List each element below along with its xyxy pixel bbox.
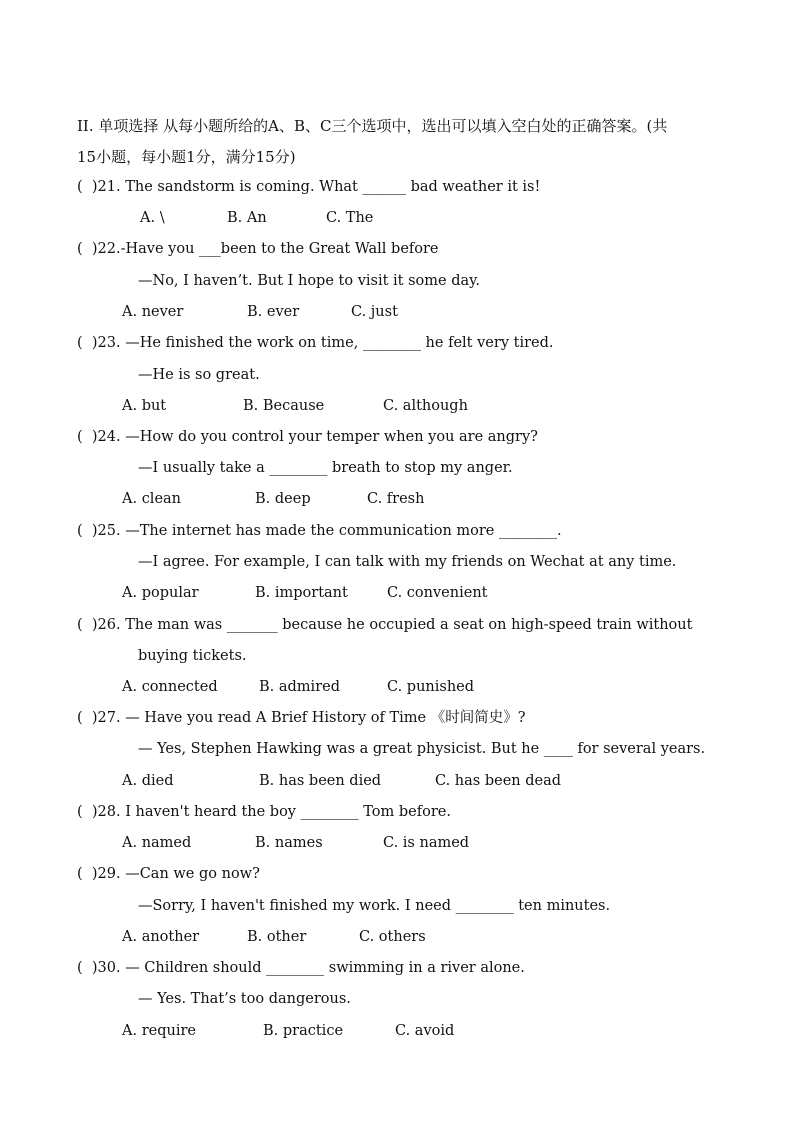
option-a: A. popular <box>122 585 199 601</box>
question-stem: ( )28. I haven't heard the boy ________ Tom before. <box>77 804 451 820</box>
option-c: C. convenient <box>387 585 488 601</box>
question-reply: — Yes, Stephen Hawking was a great physicist. But he ____ for several years. <box>138 741 706 757</box>
option-c: C. just <box>351 304 398 320</box>
option-c: C. The <box>326 210 374 226</box>
question-stem: ( )22.-Have you ___been to the Great Wall before <box>77 241 439 257</box>
option-a: A. connected <box>122 679 218 695</box>
option-b: B. has been died <box>259 773 382 789</box>
question-reply: buying tickets. <box>138 648 247 664</box>
option-b: B. other <box>247 929 307 945</box>
question-stem: ( )30. — Children should ________ swimming in a river alone. <box>77 960 525 976</box>
question-stem: ( )24. —How do you control your temper when you are angry? <box>77 429 538 445</box>
question-reply: —Sorry, I haven't finished my work. I need ________ ten minutes. <box>138 898 611 914</box>
option-c: C. although <box>383 398 468 414</box>
option-a: A. another <box>122 929 200 945</box>
option-c: C. is named <box>383 835 470 851</box>
question-reply: —I usually take a ________ breath to stop my anger. <box>138 460 513 476</box>
option-b: B. names <box>255 835 323 851</box>
question-reply: —He is so great. <box>138 367 260 383</box>
option-a: A. named <box>122 835 192 851</box>
question-stem: ( )25. —The internet has made the communication more ________. <box>77 523 562 539</box>
option-c: C. has been dead <box>435 773 562 789</box>
option-a: A. died <box>122 773 174 789</box>
question-reply: —I agree. For example, I can talk with my friends on Wechat at any time. <box>138 554 677 570</box>
question-reply: — Yes. That’s too dangerous. <box>138 991 351 1007</box>
option-a: A. clean <box>122 491 182 507</box>
section-heading: II. 单项选择 从每小题所给的A、B、C三个选项中，选出可以填入空白处的正确答案。(共 <box>77 117 668 135</box>
question-stem: ( )21. The sandstorm is coming. What ______ bad weather it is! <box>77 179 541 195</box>
option-c: C. others <box>359 929 426 945</box>
option-c: C. avoid <box>395 1023 455 1039</box>
section-heading-cont: 15小题，每小题1分，满分15分) <box>77 148 296 166</box>
option-b: B. practice <box>263 1023 344 1039</box>
option-b: B. deep <box>255 491 311 507</box>
option-c: C. punished <box>387 679 475 695</box>
option-a: A. never <box>122 304 184 320</box>
question-stem: ( )29. —Can we go now? <box>77 866 260 882</box>
option-b: B. ever <box>247 304 300 320</box>
option-b: B. Because <box>243 398 325 414</box>
question-stem: ( )27. — Have you read A Brief History of Time 《时间简史》? <box>77 710 526 726</box>
question-stem: ( )23. —He finished the work on time, ________ he felt very tired. <box>77 335 554 351</box>
option-a: A. \ <box>140 210 165 226</box>
option-a: A. but <box>122 398 167 414</box>
option-b: B. important <box>255 585 348 601</box>
option-b: B. An <box>227 210 267 226</box>
option-c: C. fresh <box>367 491 425 507</box>
question-stem: ( )26. The man was _______ because he occupied a seat on high-speed train without <box>77 617 693 633</box>
option-b: B. admired <box>259 679 340 695</box>
option-a: A. require <box>122 1023 196 1039</box>
question-reply: —No, I haven’t. But I hope to visit it some day. <box>138 273 481 289</box>
